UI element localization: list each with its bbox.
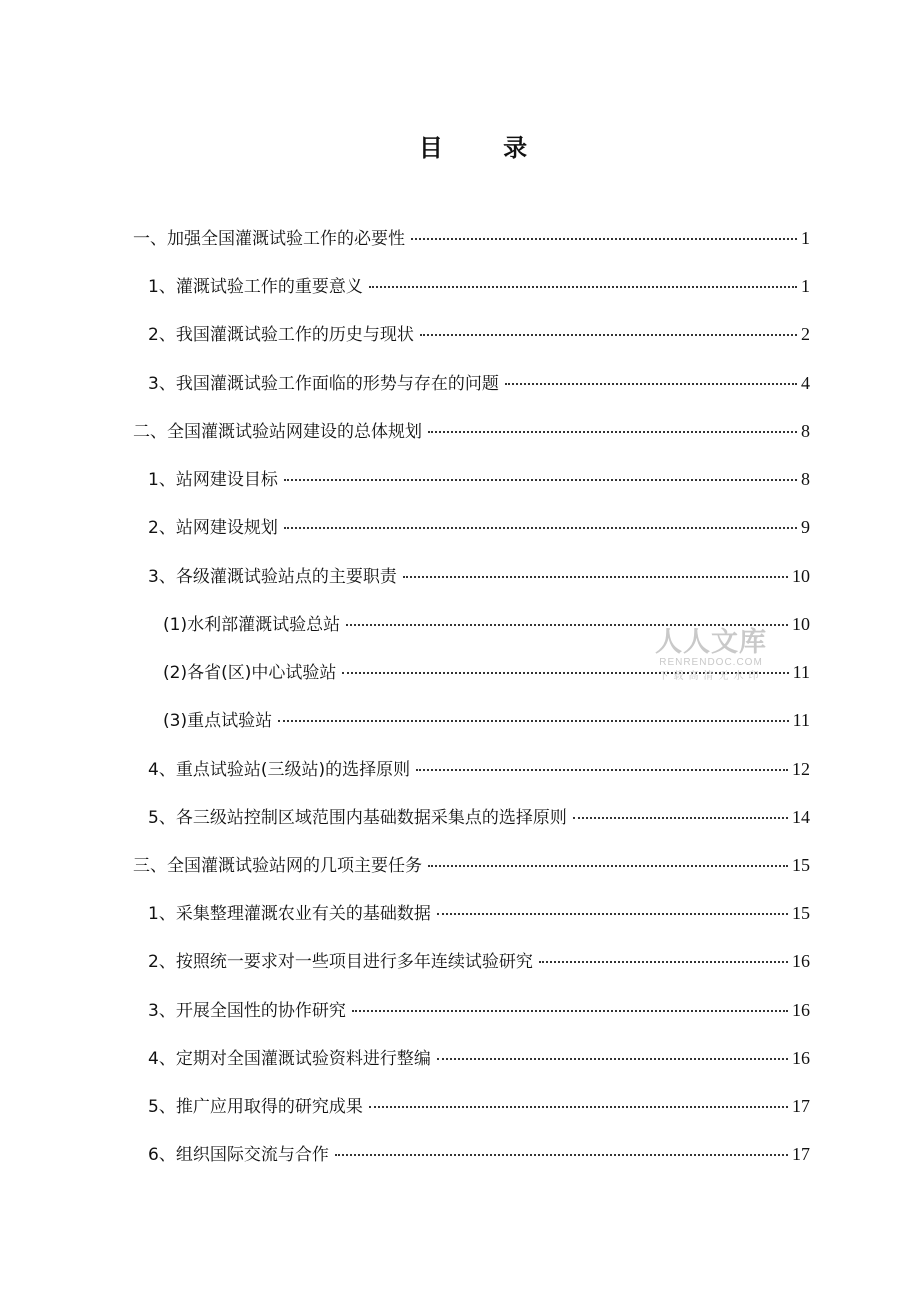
- toc-page-number: 10: [792, 614, 810, 634]
- dot-leader: [437, 913, 788, 915]
- dot-leader: [284, 479, 797, 481]
- toc-entry-label: 3、各级灌溉试验站点的主要职责: [148, 567, 397, 587]
- toc-entry-label: (2)各省(区)中心试验站: [163, 663, 337, 683]
- toc-entry-2-3[interactable]: [148, 562, 810, 590]
- toc-page-number: 17: [792, 1144, 810, 1164]
- toc-page-number: 2: [801, 324, 810, 344]
- dot-leader: [352, 1010, 788, 1012]
- toc-entry-label: 1、灌溉试验工作的重要意义: [148, 277, 363, 297]
- page-title: 目 录: [418, 134, 554, 162]
- dot-leader: [278, 720, 789, 722]
- toc-entry-section-1[interactable]: [133, 224, 810, 252]
- dot-leader: [411, 238, 797, 240]
- toc-entry-1-3[interactable]: [148, 369, 810, 397]
- dot-leader: [284, 527, 797, 529]
- dot-leader: [437, 1058, 788, 1060]
- dot-leader: [505, 383, 797, 385]
- toc-page-number: 9: [801, 517, 810, 537]
- toc-entry-label: 二、全国灌溉试验站网建设的总体规划: [133, 422, 422, 442]
- dot-leader: [573, 817, 788, 819]
- watermark-logo: [646, 620, 776, 682]
- toc-entry-section-3[interactable]: [133, 851, 810, 879]
- toc-entry-label: 5、各三级站控制区域范围内基础数据采集点的选择原则: [148, 808, 567, 828]
- toc-page-number: 16: [792, 951, 810, 971]
- toc-entry-label: 一、加强全国灌溉试验工作的必要性: [133, 229, 405, 249]
- toc-page-number: 10: [792, 566, 810, 586]
- toc-entry-1-2[interactable]: [148, 320, 810, 348]
- toc-entry-2-2[interactable]: [148, 513, 810, 541]
- toc-entry-2-5[interactable]: [148, 803, 810, 831]
- toc-page-number: 17: [792, 1096, 810, 1116]
- toc-entry-label: 3、我国灌溉试验工作面临的形势与存在的问题: [148, 374, 499, 394]
- toc-page-number: 12: [792, 759, 810, 779]
- toc-entry-label: 4、重点试验站(三级站)的选择原则: [148, 760, 411, 780]
- toc-entry-label: 6、组织国际交流与合作: [148, 1145, 329, 1165]
- dot-leader: [369, 1106, 788, 1108]
- toc-entry-2-1[interactable]: [148, 465, 810, 493]
- toc-entry-label: 2、站网建设规划: [148, 518, 278, 538]
- watermark-tagline-text: 下载高清无水印: [658, 671, 764, 682]
- toc-page-number: 16: [792, 1048, 810, 1068]
- dot-leader: [416, 769, 788, 771]
- dot-leader: [539, 961, 788, 963]
- dot-leader: [420, 334, 797, 336]
- toc-entry-label: 三、全国灌溉试验站网的几项主要任务: [133, 856, 422, 876]
- toc-entry-label: 5、推广应用取得的研究成果: [148, 1097, 363, 1117]
- toc-entry-2-4[interactable]: [148, 755, 810, 783]
- toc-entry-3-2[interactable]: [148, 947, 810, 975]
- dot-leader: [428, 431, 797, 433]
- toc-entry-2-3-3[interactable]: [163, 706, 810, 734]
- toc-page-number: 14: [792, 807, 810, 827]
- dot-leader: [403, 576, 788, 578]
- toc-entry-3-3[interactable]: [148, 996, 810, 1024]
- dot-leader: [335, 1154, 788, 1156]
- watermark-url-text: RENRENDOC.COM: [659, 657, 763, 668]
- toc-entry-3-4[interactable]: [148, 1044, 810, 1072]
- toc-entry-label: 3、开展全国性的协作研究: [148, 1001, 346, 1021]
- toc-page-number: 8: [801, 421, 810, 441]
- toc-entry-label: (3)重点试验站: [163, 711, 273, 731]
- toc-entry-section-2[interactable]: [133, 417, 810, 445]
- toc-entry-3-6[interactable]: [148, 1140, 810, 1168]
- toc-entry-label: 2、按照统一要求对一些项目进行多年连续试验研究: [148, 952, 533, 972]
- toc-page-number: 15: [792, 855, 810, 875]
- toc-page-number: 15: [792, 903, 810, 923]
- toc-page-number: 11: [792, 710, 810, 730]
- toc-page-number: 16: [792, 1000, 810, 1020]
- watermark-main-text: 人人文库: [655, 627, 767, 658]
- toc-entry-3-5[interactable]: [148, 1092, 810, 1120]
- toc-entry-label: (1)水利部灌溉试验总站: [163, 615, 341, 635]
- toc-page-number: 11: [792, 662, 810, 682]
- dot-leader: [369, 286, 797, 288]
- dot-leader: [428, 865, 788, 867]
- toc-page-number: 4: [801, 373, 810, 393]
- toc-page-number: 1: [801, 228, 810, 248]
- toc-entry-label: 1、站网建设目标: [148, 470, 278, 490]
- toc-page-number: 1: [801, 276, 810, 296]
- toc-entry-label: 2、我国灌溉试验工作的历史与现状: [148, 325, 414, 345]
- toc-entry-label: 4、定期对全国灌溉试验资料进行整编: [148, 1049, 431, 1069]
- toc-entry-label: 1、采集整理灌溉农业有关的基础数据: [148, 904, 431, 924]
- toc-page-number: 8: [801, 469, 810, 489]
- toc-entry-1-1[interactable]: [148, 272, 810, 300]
- toc-entry-3-1[interactable]: [148, 899, 810, 927]
